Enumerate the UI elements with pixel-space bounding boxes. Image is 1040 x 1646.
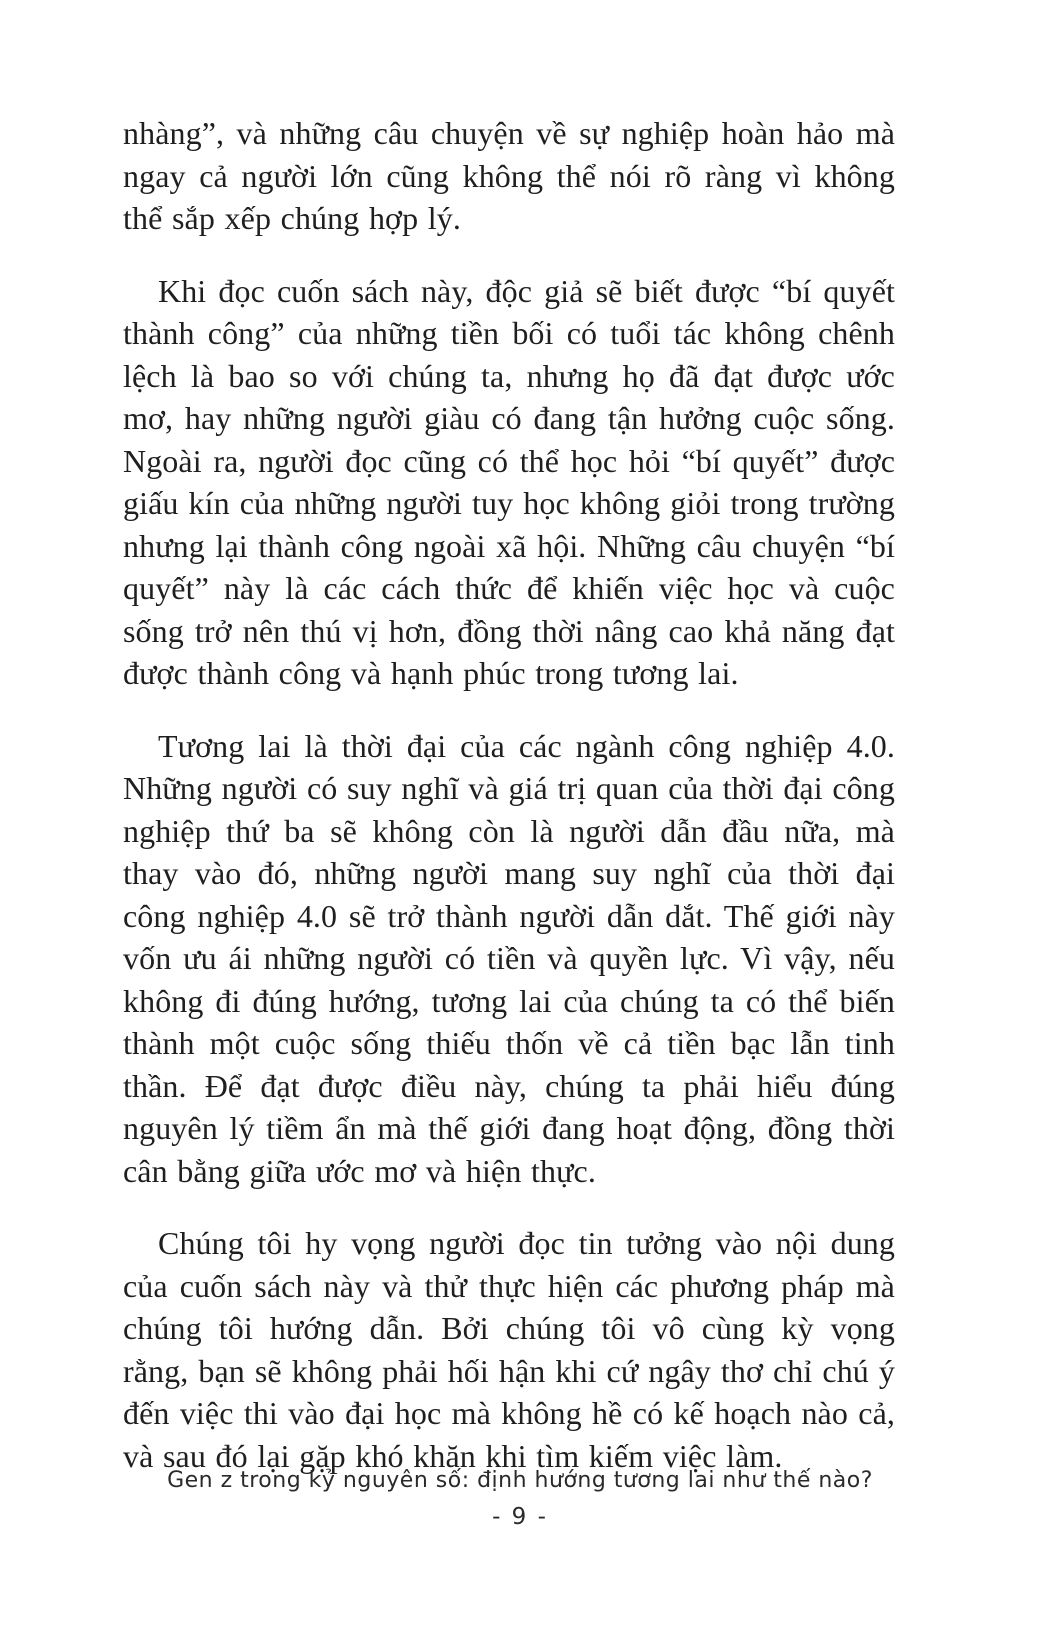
- page-number: - 9 -: [492, 1504, 548, 1530]
- text-block: [123, 112, 895, 1507]
- running-title: Gen z trong kỷ nguyên số: định hướng tương lai như thế nào?: [167, 1468, 873, 1493]
- paragraph-4: Chúng tôi hy vọng người đọc tin tưởng vào nội dung của cuốn sách này và thử thực hiện các phương pháp mà chúng tôi hướng dẫn. Bởi chúng tôi vô cùng kỳ vọng rằng, bạn sẽ không phải hối hận khi cứ ngây thơ chỉ chú ý đến việc thi vào đại học mà không hề có kế hoạch nào cả, và sau đó lại gặp khó khăn khi tìm kiếm việc làm.: [123, 1225, 895, 1474]
- paragraph-continuation: nhàng”, và những câu chuyện về sự nghiệp hoàn hảo mà ngay cả người lớn cũng không thể nói rõ ràng vì không thể sắp xếp chúng hợp lý.: [123, 115, 895, 236]
- paragraph-3: Tương lai là thời đại của các ngành công nghiệp 4.0. Những người có suy nghĩ và giá trị quan của thời đại công nghiệp thứ ba sẽ không còn là người dẫn đầu nữa, mà thay vào đó, những người mang suy nghĩ của thời đại công nghiệp 4.0 sẽ trở thành người dẫn dắt. Thế giới này vốn ưu ái những người có tiền và quyền lực. Vì vậy, nếu không đi đúng hướng, tương lai của chúng ta có thể biến thành một cuộc sống thiếu thốn về cả tiền bạc lẫn tinh thần. Để đạt được điều này, chúng ta phải hiểu đúng nguyên lý tiềm ẩn mà thế giới đang hoạt động, đồng thời cân bằng giữa ước mơ và hiện thực.: [123, 727, 895, 1189]
- page-footer: [0, 1466, 1040, 1530]
- paragraph-2: Khi đọc cuốn sách này, độc giả sẽ biết được “bí quyết thành công” của những tiền bối có tuổi tác không chênh lệch là bao so với chúng ta, nhưng họ đã đạt được ước mơ, hay những người giàu có đang tận hưởng cuộc sống. Ngoài ra, người đọc cũng có thể học hỏi “bí quyết” được giấu kín của những người tuy học không giỏi trong trường nhưng lại thành công ngoài xã hội. Những câu chuyện “bí quyết” này là các cách thức để khiến việc học và cuộc sống trở nên thú vị hơn, đồng thời nâng cao khả năng đạt được thành công và hạnh phúc trong tương lai.: [123, 272, 895, 691]
